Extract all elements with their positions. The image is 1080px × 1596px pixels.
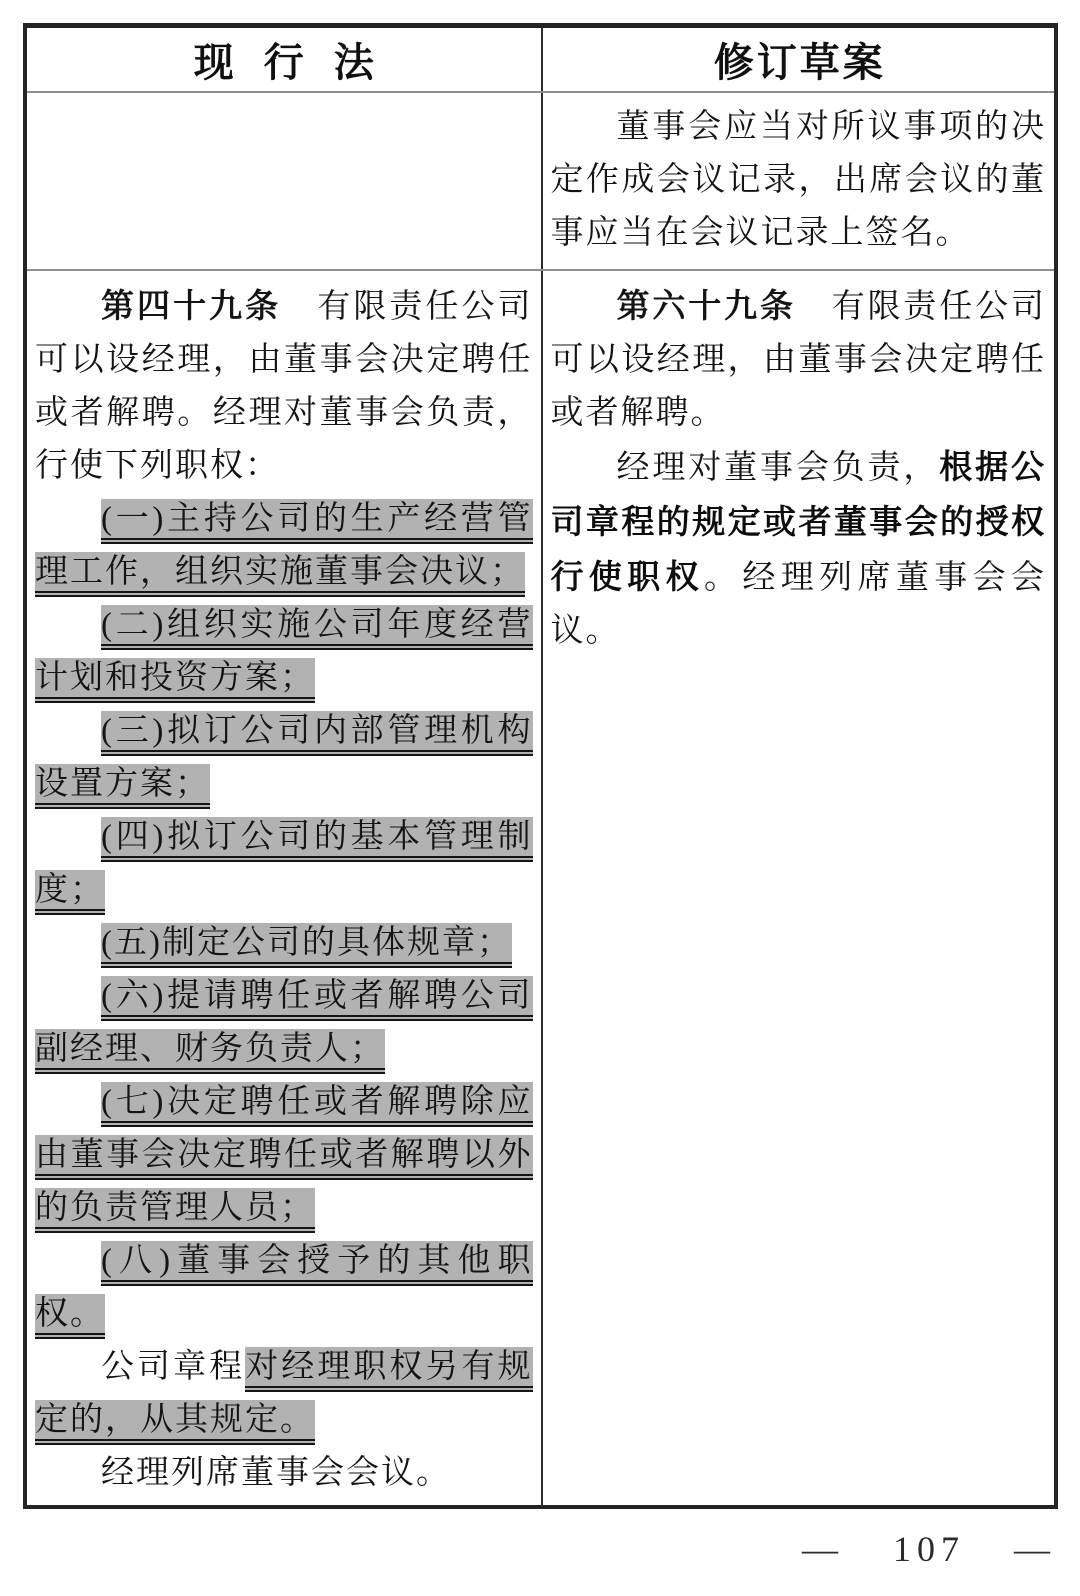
text-run: 经理对董事会负责，	[616, 450, 940, 486]
cell-current-law	[27, 271, 541, 1506]
table-row	[27, 93, 1054, 271]
paragraph	[35, 1235, 533, 1341]
revision-draft-header-label: 修订草案	[713, 41, 886, 85]
text-run: 有限责任公司可以设经理，由董事会决定聘任或者解聘。	[550, 289, 1047, 431]
added-text: 根据公司章程的规定或者董事会的授权行使职权	[550, 448, 1047, 595]
article-number: 第四十九条	[101, 287, 282, 324]
paragraph	[35, 279, 533, 493]
deleted-text: (三)拟订公司内部管理机构设置方案；	[35, 711, 533, 809]
cell-revision-draft	[541, 93, 1055, 269]
paragraph	[35, 493, 533, 599]
deleted-text: (六)提请聘任或者解聘公司副经理、财务负责人；	[35, 976, 533, 1074]
law-comparison-table	[23, 23, 1058, 1509]
text-run: 有限责任公司可以设经理，由董事会决定聘任或者解聘。经理对董事会负责，行使下列职权：	[35, 289, 533, 484]
cell-current-law	[27, 93, 541, 269]
page-number: — 107 —	[802, 1529, 1056, 1569]
paragraph	[551, 101, 1047, 260]
paragraph	[551, 279, 1047, 440]
paragraph	[35, 1447, 533, 1500]
article-number: 第六十九条	[616, 287, 796, 324]
deleted-text: (四)拟订公司的基本管理制度；	[35, 817, 533, 915]
text-run: 董事会应当对所议事项的决定作成会议记录，出席会议的董事应当在会议记录上签名。	[550, 109, 1046, 251]
text-run: 经理列席董事会会议。	[101, 1455, 451, 1491]
deleted-text: (二)组织实施公司年度经营计划和投资方案；	[35, 605, 533, 703]
text-run: 公司章程	[101, 1349, 246, 1385]
deleted-text: (一)主持公司的生产经营管理工作，组织实施董事会决议；	[35, 499, 533, 597]
paragraph	[35, 970, 533, 1076]
paragraph	[35, 705, 533, 811]
cell-revision-draft	[541, 271, 1055, 1506]
paragraph	[35, 599, 533, 705]
deleted-text: (五)制定公司的具体规章；	[101, 923, 512, 968]
paragraph	[35, 917, 533, 970]
table-row	[27, 271, 1054, 1506]
paragraph	[551, 440, 1047, 658]
paragraph	[35, 1076, 533, 1235]
header-cell-current-law	[27, 28, 541, 91]
paragraph	[35, 1341, 533, 1447]
table-header-row	[27, 28, 1054, 93]
paragraph	[35, 811, 533, 917]
current-law-header-label: 现行法	[193, 41, 404, 85]
deleted-text: (七)决定聘任或者解聘除应由董事会决定聘任或者解聘以外的负责管理人员；	[35, 1082, 533, 1233]
deleted-text: (八)董事会授予的其他职权。	[35, 1241, 533, 1339]
text-run: 。经理列席董事会会议。	[550, 560, 1046, 649]
header-cell-revision-draft	[541, 28, 1055, 91]
deleted-text: 对经理职权另有规定的，从其规定。	[35, 1347, 533, 1445]
